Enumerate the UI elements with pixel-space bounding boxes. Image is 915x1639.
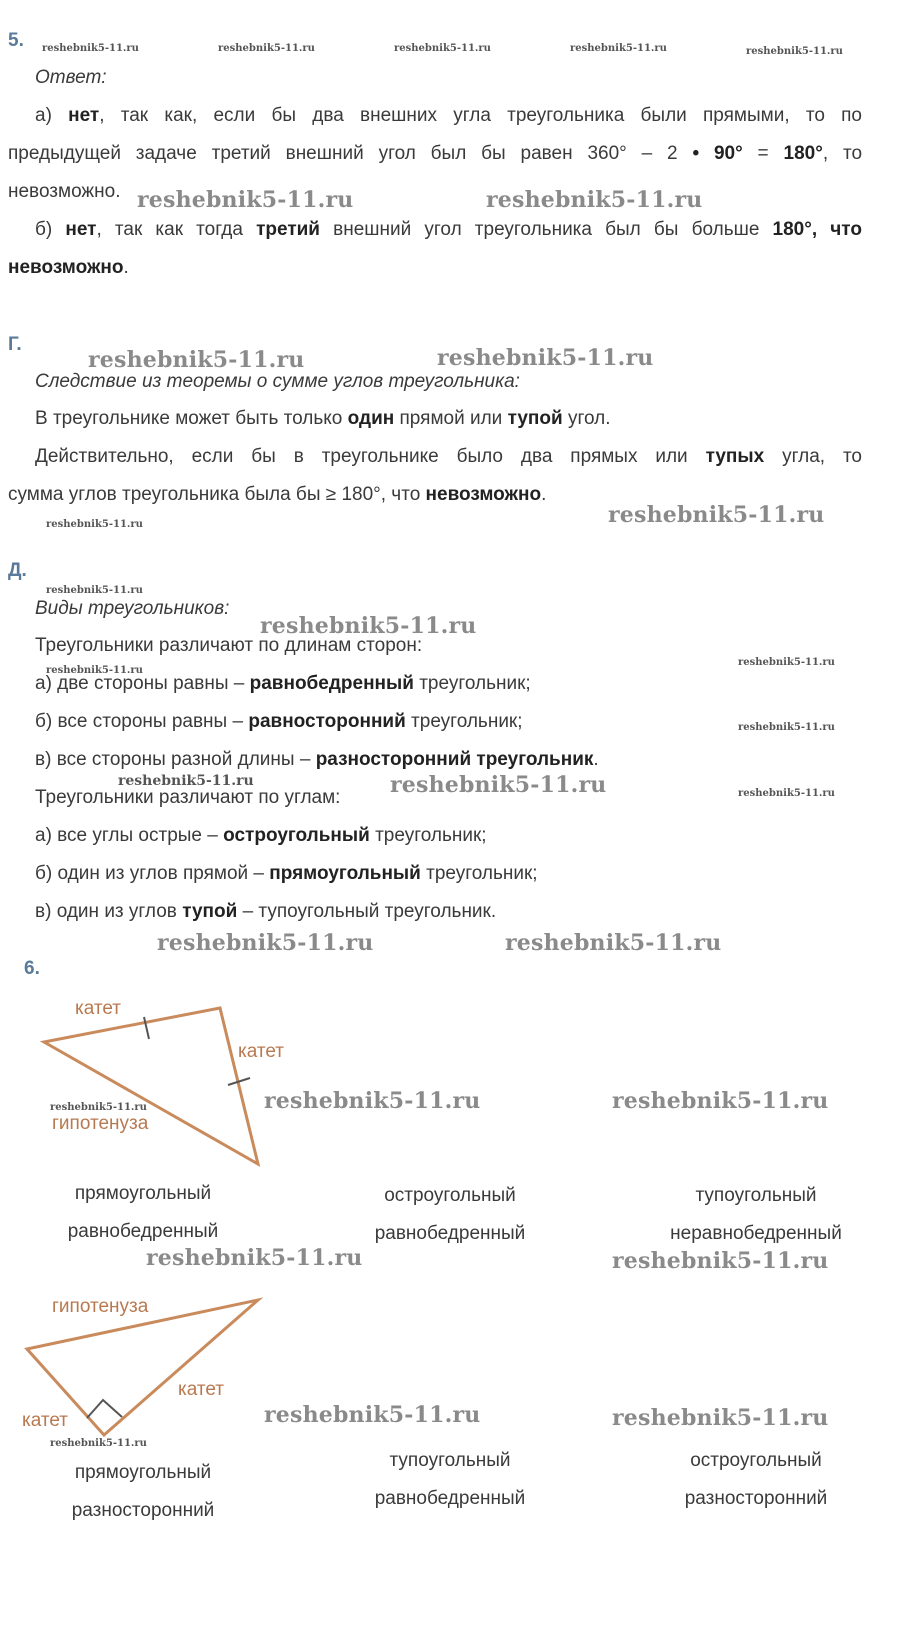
section-d-letter: Д. — [8, 560, 27, 581]
answer-b-line-1: б) нет, так как тогда третий внешний угол треугольника был бы больше 180°, что — [35, 219, 862, 240]
watermark: reshebnik5-11.ru — [260, 613, 477, 639]
caption-r1c2-line2: равнобедренный — [374, 1223, 526, 1244]
tick-mark — [144, 1017, 149, 1039]
answer-a-line-3: невозможно. — [8, 181, 121, 202]
watermark-small: reshebnik5-11.ru — [50, 1438, 147, 1449]
caption-r2c1-line2: разносторонний — [71, 1500, 215, 1521]
watermark-small: reshebnik5-11.ru — [218, 43, 315, 54]
caption-r1c1-line2: равнобедренный — [67, 1221, 219, 1242]
watermark: reshebnik5-11.ru — [612, 1088, 829, 1114]
caption-r2c1-line1: прямоугольный — [74, 1462, 212, 1483]
watermark-small: reshebnik5-11.ru — [738, 657, 835, 668]
angles-item-a: а) все углы острые – остроугольный треугольник; — [35, 825, 487, 846]
types-heading: Виды треугольников: — [35, 598, 230, 619]
caption-r2c2-line2: равнобедренный — [374, 1488, 526, 1509]
caption-r2c2-line1: тупоугольный — [389, 1450, 511, 1471]
watermark: reshebnik5-11.ru — [137, 187, 354, 213]
watermark: reshebnik5-11.ru — [486, 187, 703, 213]
watermark-small: reshebnik5-11.ru — [394, 43, 491, 54]
answer-b-line-2: невозможно. — [8, 257, 129, 278]
tri1-leg1-label: катет — [75, 998, 122, 1019]
watermark-small: reshebnik5-11.ru — [46, 519, 143, 530]
watermark: reshebnik5-11.ru — [505, 930, 722, 956]
watermark: reshebnik5-11.ru — [390, 772, 607, 798]
watermark-small: reshebnik5-11.ru — [118, 773, 254, 789]
sides-item-b: б) все стороны равны – равносторонний треугольник; — [35, 711, 523, 732]
watermark-small: reshebnik5-11.ru — [738, 788, 835, 799]
right-isosceles-triangle — [0, 990, 320, 1180]
answer-label: Ответ: — [35, 67, 107, 88]
corollary-heading: Следствие из теоремы о сумме углов треугольника: — [35, 371, 520, 392]
watermark-small: reshebnik5-11.ru — [570, 43, 667, 54]
tri1-leg2-label: катет — [238, 1041, 285, 1062]
section-g-letter: Г. — [8, 334, 22, 355]
tri2-leg2-label: катет — [22, 1410, 69, 1431]
caption-r2c3-line1: остроугольный — [690, 1450, 822, 1471]
watermark-small: reshebnik5-11.ru — [738, 722, 835, 733]
watermark-small: reshebnik5-11.ru — [50, 1102, 147, 1113]
answer-a-line-2: предыдущей задаче третий внешний угол был бы равен 360° – 2 • 90° = 180°, то — [8, 143, 863, 164]
sides-item-a: а) две стороны равны – равнобедренный треугольник; — [35, 673, 531, 694]
caption-r1c2-line1: остроугольный — [384, 1185, 516, 1206]
watermark-small: reshebnik5-11.ru — [46, 665, 143, 676]
tri2-hypotenuse-label: гипотенуза — [52, 1296, 149, 1317]
tri2-leg1-label: катет — [178, 1379, 225, 1400]
section-6-number: 6. — [24, 958, 40, 979]
triangle-1-shape — [44, 1008, 258, 1164]
corollary-p3: сумма углов треугольника была бы ≥ 180°, что невозможно. — [8, 484, 547, 505]
watermark: reshebnik5-11.ru — [146, 1245, 363, 1271]
watermark: reshebnik5-11.ru — [157, 930, 374, 956]
corollary-p1: В треугольнике может быть только один прямой или тупой угол. — [35, 408, 611, 429]
answer-a-line-1: а) нет, так как, если бы два внешних угла треугольника были прямыми, то по — [35, 105, 862, 126]
watermark: reshebnik5-11.ru — [612, 1405, 829, 1431]
section-5-number: 5. — [8, 30, 24, 51]
sides-item-c: в) все стороны разной длины – разносторонний треугольник. — [35, 749, 599, 770]
watermark: reshebnik5-11.ru — [88, 347, 305, 373]
caption-r1c3-line1: тупоугольный — [695, 1185, 817, 1206]
watermark-small: reshebnik5-11.ru — [746, 46, 843, 57]
watermark: reshebnik5-11.ru — [612, 1248, 829, 1274]
corollary-p2: Действительно, если бы в треугольнике было два прямых или тупых угла, то — [35, 446, 863, 467]
caption-r1c3-line2: неравнобедренный — [670, 1223, 842, 1244]
by-angles-heading: Треугольники различают по углам: — [35, 787, 341, 808]
watermark: reshebnik5-11.ru — [437, 345, 654, 371]
angles-item-c: в) один из углов тупой – тупоугольный треугольник. — [35, 901, 497, 922]
tri1-hypotenuse-label: гипотенуза — [52, 1113, 149, 1134]
watermark-small: reshebnik5-11.ru — [42, 43, 139, 54]
caption-r1c1-line1: прямоугольный — [74, 1183, 212, 1204]
watermark: reshebnik5-11.ru — [608, 502, 825, 528]
right-angle-mark — [87, 1400, 122, 1418]
watermark: reshebnik5-11.ru — [264, 1402, 481, 1428]
caption-r2c3-line2: разносторонний — [684, 1488, 828, 1509]
watermark-small: reshebnik5-11.ru — [46, 585, 143, 596]
by-sides-heading: Треугольники различают по длинам сторон: — [35, 635, 423, 656]
watermark: reshebnik5-11.ru — [264, 1088, 481, 1114]
angles-item-b: б) один из углов прямой – прямоугольный треугольник; — [35, 863, 538, 884]
